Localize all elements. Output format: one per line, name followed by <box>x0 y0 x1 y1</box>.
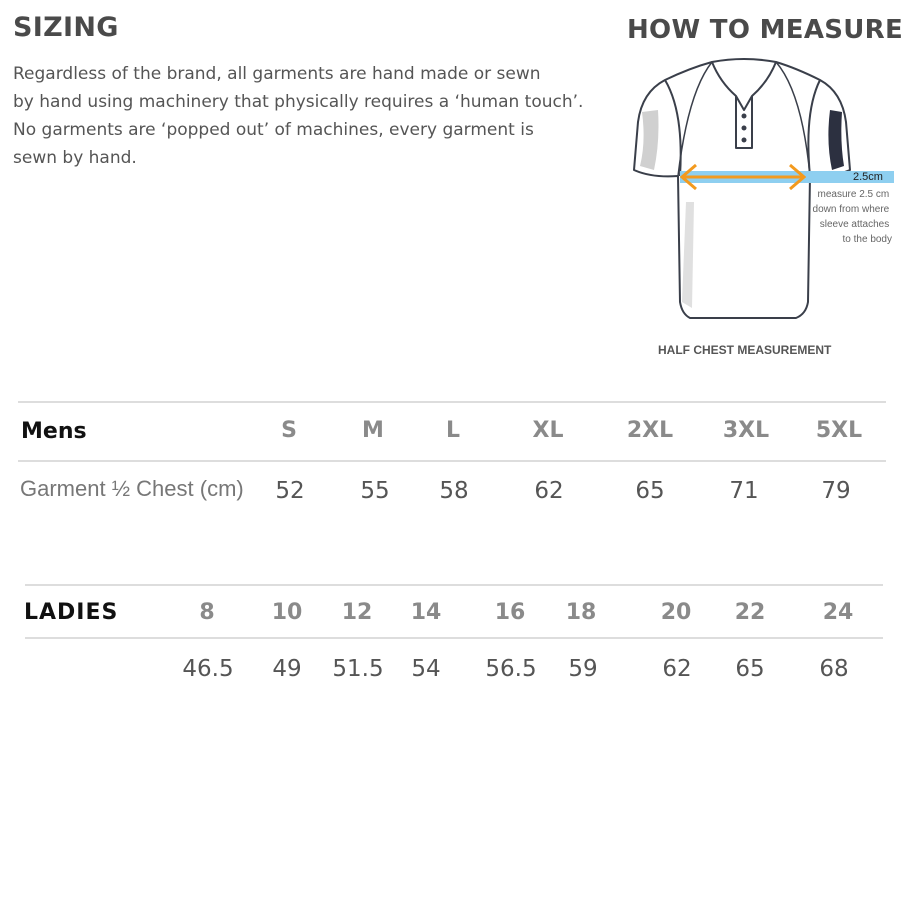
measure-value: 2.5cm <box>853 171 883 183</box>
ladies-chest-value: 46.5 <box>182 656 234 682</box>
ladies-chest-value: 68 <box>819 656 849 682</box>
mens-size-header: M <box>362 418 384 443</box>
button-icon <box>742 138 747 143</box>
ladies-size-header: 16 <box>494 600 526 625</box>
ladies-size-header: 24 <box>822 600 854 625</box>
ladies-size-header: 20 <box>660 600 692 625</box>
button-icon <box>742 126 747 131</box>
measure-note-line: to the body <box>842 234 892 245</box>
ladies-label: LADIES <box>24 600 119 625</box>
ladies-size-header: 14 <box>410 600 442 625</box>
ladies-chest-value: 59 <box>568 656 598 682</box>
ladies-chest-value: 56.5 <box>485 656 537 682</box>
ladies-size-header: 8 <box>199 600 215 625</box>
ladies-header-divider <box>25 637 883 639</box>
mens-size-header: 5XL <box>815 418 863 443</box>
ladies-size-header: 22 <box>734 600 766 625</box>
ladies-chest-value: 62 <box>662 656 692 682</box>
mens-size-header: XL <box>532 418 564 443</box>
sizing-line: by hand using machinery that physically requires a ‘human touch’. <box>13 92 584 112</box>
mens-chest-value: 55 <box>360 478 390 504</box>
ladies-size-header: 12 <box>341 600 373 625</box>
mens-label: Mens <box>21 419 87 444</box>
ladies-size-header: 10 <box>271 600 303 625</box>
mens-chest-value: 65 <box>635 478 665 504</box>
ladies-chest-value: 49 <box>272 656 302 682</box>
mens-header-divider <box>18 460 886 462</box>
mens-chest-value: 62 <box>534 478 564 504</box>
diagram-caption: HALF CHEST MEASUREMENT <box>658 343 832 357</box>
ladies-top-divider <box>25 584 883 586</box>
mens-top-divider <box>18 401 886 403</box>
how-to-measure-title: HOW TO MEASURE <box>627 15 904 45</box>
mens-size-header: 3XL <box>722 418 770 443</box>
sizing-line: No garments are ‘popped out’ of machines, every garment is <box>13 120 534 140</box>
polo-shirt-diagram <box>620 52 905 362</box>
ladies-chest-value: 54 <box>411 656 441 682</box>
mens-chest-value: 71 <box>729 478 759 504</box>
ladies-chest-value: 51.5 <box>332 656 384 682</box>
mens-size-header: 2XL <box>626 418 674 443</box>
ladies-size-header: 18 <box>565 600 597 625</box>
measure-note-line: sleeve attaches <box>819 219 890 230</box>
sizing-line: sewn by hand. <box>13 148 137 168</box>
ladies-chest-value: 65 <box>735 656 765 682</box>
measure-note-line: measure 2.5 cm <box>817 189 890 200</box>
sizing-title: SIZING <box>13 12 119 43</box>
measure-note-line: down from where <box>812 204 890 215</box>
mens-chest-value: 58 <box>439 478 469 504</box>
mens-row-label: Garment ½ Chest (cm) <box>20 476 244 501</box>
mens-size-header: L <box>445 418 461 443</box>
mens-size-header: S <box>281 418 297 443</box>
mens-chest-value: 52 <box>275 478 305 504</box>
button-icon <box>742 114 747 119</box>
measure-note <box>813 189 892 245</box>
mens-chest-value: 79 <box>821 478 851 504</box>
sizing-description <box>13 60 633 172</box>
sizing-line: Regardless of the brand, all garments are hand made or sewn <box>13 64 541 84</box>
